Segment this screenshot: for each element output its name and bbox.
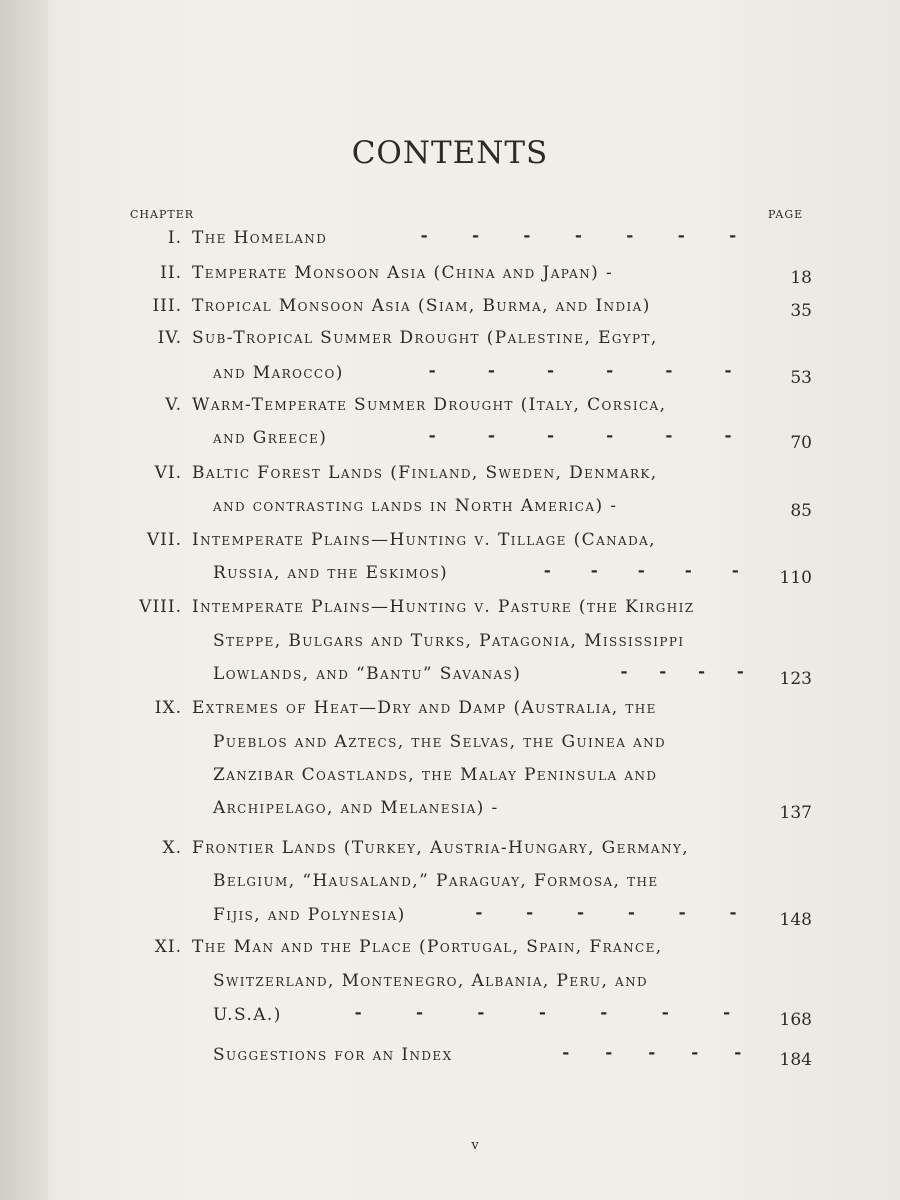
page-number: 148 xyxy=(779,910,812,930)
chapter-title-line: Fijis, and Polynesia) xyxy=(213,905,406,925)
chapter-number: IV. xyxy=(157,328,182,348)
leader-dots: - - - - xyxy=(620,662,744,682)
chapter-number: III. xyxy=(152,296,182,316)
chapter-number: XI. xyxy=(154,937,182,957)
page-folio: v xyxy=(471,1138,479,1153)
leader-dots: - - - - - - - xyxy=(354,1003,731,1023)
page-number: 53 xyxy=(790,368,812,388)
chapter-title-line: Lowlands, and “Bantu” Savanas) xyxy=(213,664,522,684)
page-title: CONTENTS xyxy=(351,135,549,171)
chapter-title-line: Zanzibar Coastlands, the Malay Peninsula and xyxy=(213,765,658,785)
chapter-title-line: and contrasting lands in North America) - xyxy=(213,496,618,516)
chapter-title-line: Switzerland, Montenegro, Albania, Peru, and xyxy=(213,971,649,991)
chapter-number: IX. xyxy=(154,698,182,718)
chapter-title-line: and Marocco) xyxy=(213,363,344,383)
page-number: 123 xyxy=(779,669,812,689)
chapter-title-line: Warm-Temperate Summer Drought (Italy, Corsica, xyxy=(192,395,667,415)
chapter-title-line: Frontier Lands (Turkey, Austria-Hungary, Germany, xyxy=(192,838,690,858)
page-number: 110 xyxy=(779,568,812,588)
chapter-title-line: Sub-Tropical Summer Drought (Palestine, Egypt, xyxy=(192,328,658,348)
chapter-title-line: Temperate Monsoon Asia (China and Japan) - xyxy=(192,263,614,283)
leader-dots: - - - - - - xyxy=(475,903,737,923)
chapter-number: X. xyxy=(162,838,182,858)
chapter-title-line: Steppe, Bulgars and Turks, Patagonia, Mississippi xyxy=(213,631,685,651)
page-number: 18 xyxy=(790,268,812,288)
page-number: 137 xyxy=(779,803,812,823)
leader-dots: - - - - - - xyxy=(428,426,732,446)
chapter-column-header: CHAPTER xyxy=(130,208,195,221)
chapter-title-line: Intemperate Plains—Hunting v. Tillage (Canada, xyxy=(192,530,656,550)
page-number: 184 xyxy=(779,1050,812,1070)
chapter-number: VIII. xyxy=(139,597,182,617)
chapter-number: VII. xyxy=(146,530,182,550)
chapter-title-line: and Greece) xyxy=(213,428,328,448)
leader-dots: - - - - - xyxy=(562,1043,742,1063)
chapter-number: II. xyxy=(160,263,182,283)
leader-dots: - - - - - - - xyxy=(420,226,737,246)
page-number: 35 xyxy=(790,301,812,321)
chapter-title-line: The Homeland xyxy=(192,228,328,248)
chapter-title-line: Belgium, “Hausaland,” Paraguay, Formosa, the xyxy=(213,871,659,891)
chapter-number: VI. xyxy=(154,463,182,483)
chapter-title-line: Suggestions for an Index xyxy=(213,1045,453,1065)
chapter-title-line: Baltic Forest Lands (Finland, Sweden, Denmark, xyxy=(192,463,658,483)
chapter-title-line: Tropical Monsoon Asia (Siam, Burma, and India) xyxy=(192,296,651,316)
chapter-number: I. xyxy=(167,228,182,248)
page-number: 85 xyxy=(790,501,812,521)
chapter-title-line: U.S.A.) xyxy=(213,1005,282,1025)
page-gutter xyxy=(0,0,48,1200)
page-number: 168 xyxy=(779,1010,812,1030)
chapter-title-line: Russia, and the Eskimos) xyxy=(213,563,449,583)
chapter-title-line: Extremes of Heat—Dry and Damp (Australia, the xyxy=(192,698,657,718)
chapter-title-line: Archipelago, and Melanesia) - xyxy=(213,798,499,818)
chapter-title-line: Intemperate Plains—Hunting v. Pasture (the Kirghiz xyxy=(192,597,695,617)
leader-dots: - - - - - - xyxy=(428,361,732,381)
chapter-title-line: The Man and the Place (Portugal, Spain, France, xyxy=(192,937,663,957)
page-column-header: PAGE xyxy=(768,208,804,221)
page-number: 70 xyxy=(790,433,812,453)
chapter-title-line: Pueblos and Aztecs, the Selvas, the Guinea and xyxy=(213,732,667,752)
chapter-number: V. xyxy=(165,395,182,415)
leader-dots: - - - - - xyxy=(543,561,739,581)
